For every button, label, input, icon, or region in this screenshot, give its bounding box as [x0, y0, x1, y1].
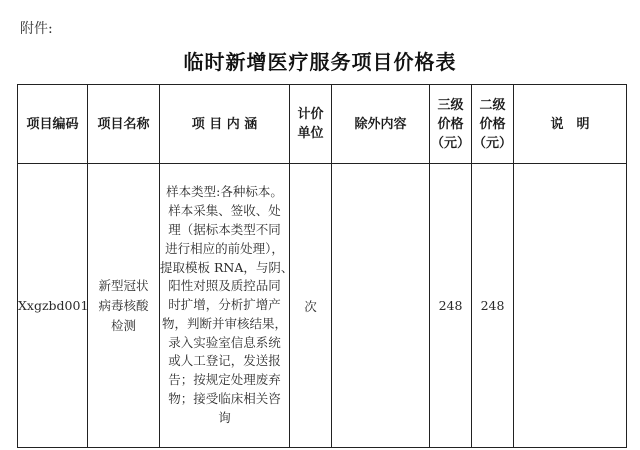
- header-pricing-unit: 计价 单位: [290, 85, 332, 164]
- price-table: [17, 84, 627, 448]
- header-excluded-content: 除外内容: [332, 85, 430, 164]
- cell-pricing-unit: 次: [290, 164, 332, 448]
- header-item-code: 项目编码: [18, 85, 88, 164]
- cell-item-code: Xxgzbd001: [18, 164, 88, 448]
- table-header-row: [18, 85, 627, 164]
- cell-item-name: 新型冠状 病毒核酸 检测: [88, 164, 160, 448]
- header-tier2-price: 二级 价格 （元）: [472, 85, 514, 164]
- header-item-content: 项 目 内 涵: [160, 85, 290, 164]
- table-row: [18, 164, 627, 448]
- cell-excluded-content: [332, 164, 430, 448]
- cell-note: [514, 164, 627, 448]
- attachment-label: 附件:: [20, 21, 53, 37]
- document-title: 临时新增医疗服务项目价格表: [183, 50, 457, 74]
- cell-tier3-price: 248: [430, 164, 472, 448]
- cell-item-content: 样本类型:各种标本。 样本采集、签收、处 理（据标本类型不同 进行相应的前处理）， 提取模板 RNA，与阴、 阳性对照及质控品同 时扩增，分析扩增产 物，判断并审核结果， 录入实验室信息系统 或人工登记，发送报 告；按规定处理废弃 物；接受临床相关咨 询: [160, 164, 290, 448]
- header-item-name: 项目名称: [88, 85, 160, 164]
- cell-tier2-price: 248: [472, 164, 514, 448]
- header-note: 说 明: [514, 85, 627, 164]
- header-tier3-price: 三级 价格 （元）: [430, 85, 472, 164]
